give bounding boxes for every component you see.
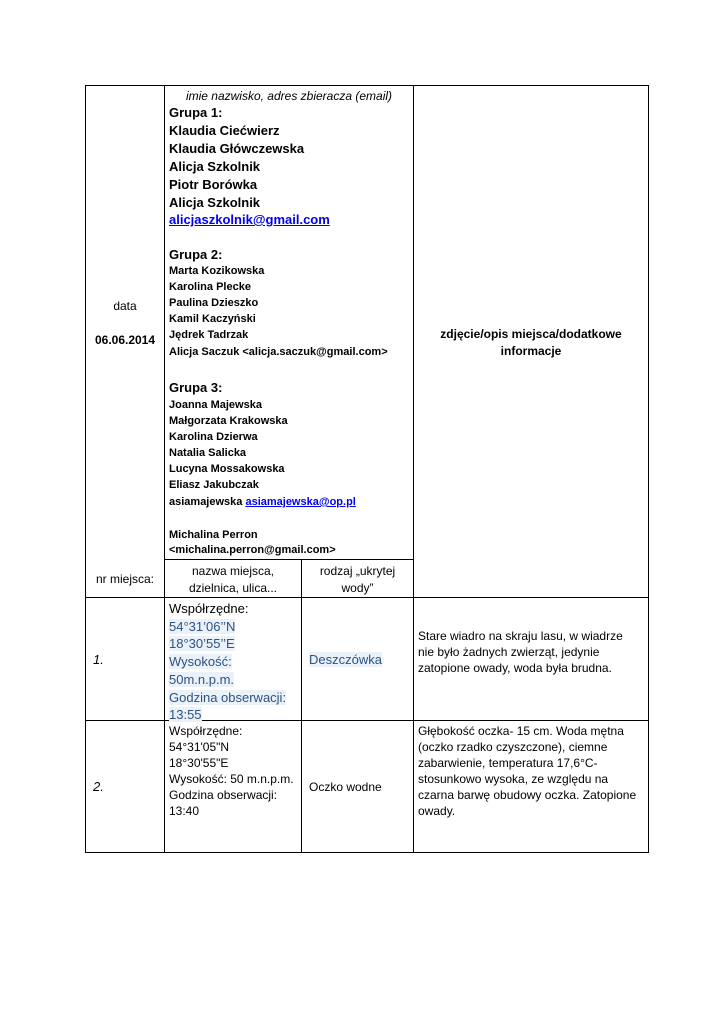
collector-label: imie nazwisko, adres zbieracza (email): [185, 89, 393, 103]
row1-location-line: 18°30’55’’E: [169, 636, 235, 652]
group2-member: Kamil Kaczyński: [169, 313, 256, 325]
row1-location-line: 13:55: [169, 707, 202, 723]
row1-type: Deszczówka: [309, 652, 382, 667]
row2-description-line: zabarwienie, temperatura 17,6°C-: [418, 756, 598, 770]
group3-member: Natalia Salicka: [169, 447, 247, 459]
group1-member: Alicja Szkolnik: [169, 159, 261, 174]
row2-location-line: Współrzędne:: [169, 724, 243, 738]
group3-title: Grupa 3:: [169, 380, 223, 395]
group3-member: Karolina Dzierwa: [169, 431, 258, 443]
column-header-type-line2: wody”: [341, 581, 374, 595]
row2-location-line: 13:40: [169, 804, 200, 818]
row2-description-line: (oczko rzadko czyszczone), ciemne: [418, 740, 608, 754]
date-label: data: [113, 299, 137, 313]
row2-description-line: czarna barwę obudowy oczka. Zatopione: [418, 788, 637, 802]
date-value: 06.06.2014: [94, 333, 156, 347]
row2-location: [169, 723, 294, 819]
table-border-bottom: [85, 852, 649, 853]
group2-contact: Alicja Saczuk <alicja.saczuk@gmail.com>: [169, 346, 388, 358]
row1-nr: 1.: [93, 652, 104, 667]
row2-type: Oczko wodne: [309, 780, 382, 794]
table-border-right: [648, 85, 649, 853]
group3-member: Joanna Majewska: [169, 399, 262, 411]
row1-description-line: nie było żadnych zwierząt, jedynie: [418, 645, 600, 659]
row2-location-line: Godzina obserwacji:: [169, 788, 278, 802]
row2-location-line: Wysokość: 50 m.n.p.m.: [169, 772, 294, 786]
group2-member: Marta Kozikowska: [169, 265, 265, 277]
row2-description: [418, 723, 636, 819]
row1-description-line: zatopione owady, woda była brudna.: [418, 661, 612, 675]
row2-location-line: 18°30'55"E: [169, 756, 229, 770]
column-header-nr: nr miejsca:: [95, 572, 154, 586]
group2-member: Paulina Dzieszko: [169, 297, 259, 309]
row1-description: [418, 628, 623, 676]
column-header-name-line1: nazwa miejsca,: [191, 564, 275, 578]
group1-member: Alicja Szkolnik: [169, 195, 261, 210]
group3-member: Małgorzata Krakowska: [169, 415, 288, 427]
group1-member: Klaudia Ciećwierz: [169, 123, 280, 138]
row1-location-line: 54°31’06’’N: [169, 618, 236, 634]
right-header-line1: zdjęcie/opis miejsca/dodatkowe: [440, 327, 622, 341]
row1-location-line: 50m.n.p.m.: [169, 671, 235, 687]
row2-location-line: 54°31'05"N: [169, 740, 230, 754]
row2-nr: 2.: [93, 779, 104, 794]
extra-contact-name: Michalina Perron: [169, 529, 258, 541]
column-header-name-line2: dzielnica, ulica...: [188, 581, 278, 595]
table-divider-col2: [301, 559, 302, 853]
table-border-top: [85, 85, 649, 86]
group3-email-link[interactable]: asiamajewska@op.pl: [245, 496, 356, 508]
row2-description-line: Głębokość oczka- 15 cm. Woda mętna: [418, 724, 624, 738]
table-divider-header-cols: [164, 559, 413, 560]
column-header-type-line1: rodzaj „ukrytej: [319, 564, 396, 578]
row2-description-line: stosunkowo wysoka, ze względu na: [418, 772, 609, 786]
row1-description-line: Stare wiadro na skraju lasu, w wiadrze: [418, 629, 623, 643]
right-header-line2: informacje: [500, 344, 562, 358]
group3-member: Lucyna Mossakowska: [169, 463, 285, 475]
row2-description-line: owady.: [418, 804, 456, 818]
table-border-left: [85, 85, 86, 853]
group3-contact-name: asiamajewska: [169, 496, 243, 508]
group1-email-link[interactable]: alicjaszkolnik@gmail.com: [169, 212, 330, 227]
group2-title: Grupa 2:: [169, 247, 223, 262]
group1-title: Grupa 1:: [169, 105, 223, 120]
table-divider-col1: [164, 85, 165, 853]
row1-location-line: Wysokość:: [169, 654, 232, 670]
group3-contact: [169, 497, 356, 508]
row1-location-line: Współrzędne:: [169, 601, 249, 616]
row1-location-line: Godzina obserwacji:: [169, 689, 287, 705]
row1-location: [169, 600, 286, 724]
group2-member: Jędrek Tadrzak: [169, 329, 249, 341]
group2-member: Karolina Plecke: [169, 281, 251, 293]
extra-contact-email: <michalina.perron@gmail.com>: [169, 544, 336, 556]
table-divider-col3: [413, 85, 414, 853]
table-divider-header-bottom: [85, 597, 649, 598]
group1-member: Piotr Borówka: [169, 177, 258, 192]
group3-member: Eliasz Jakubczak: [169, 479, 259, 491]
group1-member: Klaudia Główczewska: [169, 141, 305, 156]
